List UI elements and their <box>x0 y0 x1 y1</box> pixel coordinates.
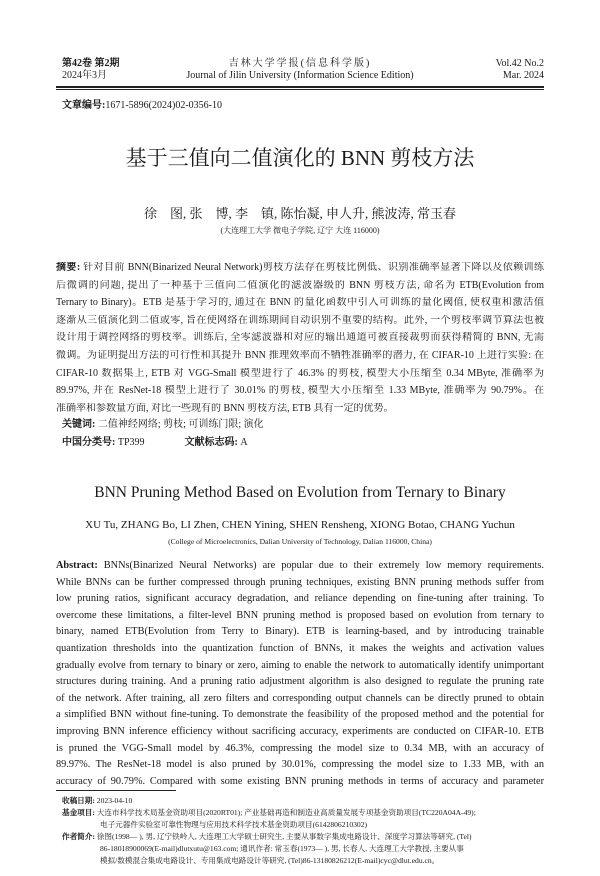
article-number-label: 文章编号: <box>62 100 106 111</box>
clc-label: 中国分类号: <box>62 437 116 448</box>
clc-value: TP399 <box>115 437 145 448</box>
footnote-line <box>100 820 367 830</box>
footnote-line-label: 收稿日期: <box>62 796 95 805</box>
footnote-line-label: 作者简介: <box>62 832 95 841</box>
footnote-line-text: 大连市科学技术局基金资助项目(2020RT01); 产业基础再造和制造业高质量发展专项基金资助项目(TC220A04A-49); <box>94 808 476 817</box>
article-number <box>62 100 222 112</box>
keywords-label: 关键词: <box>62 419 96 430</box>
doc-code-value: A <box>237 437 248 448</box>
header-rule <box>56 86 544 88</box>
cn-abstract-line-text: 后微调的问题, 提出了一种基于三值向二值演化的滤波器级的 BNN 剪枝方法, 命名为 ETB(Evolution from <box>56 279 544 291</box>
en-title: BNN Pruning Method Based on Evolution from Ternary to Binary <box>94 484 506 501</box>
cn-abstract-line-text: 设计用于调控网络的剪枝率。训练后, 全零滤波器和对应的输出通道可被直接裁剪而获得精简的 BNN, 无需 <box>56 332 544 344</box>
cn-abstract-line <box>56 385 544 397</box>
cn-abstract-line-text: 针对目前 BNN(Binarized Neural Network)剪枝方法存在剪枝比例低、识别准确率显著下降以及依赖训练 <box>80 262 544 273</box>
en-abstract-line <box>56 626 544 638</box>
volume-issue-en: Vol.42 No.2 <box>495 58 544 69</box>
cn-abstract-line <box>56 297 544 309</box>
en-abstract-line <box>56 693 544 705</box>
cn-abstract-line <box>56 262 544 274</box>
en-abstract-line <box>56 643 544 655</box>
footnote-line-text: 86-18018900069(E-mail)dlutxutu@163.com; 通讯作者: 常玉春(1973— ), 男, 长春人, 大连理工大学教授, 主要从事 <box>100 844 464 853</box>
cn-abstract-line-text: 89.97%, 并在 ResNet-18 模型上进行了 30.01% 的剪枝, 模型大小压缩至 1.33 MByte, 准确率为 90.79%。在 <box>56 385 544 397</box>
header-rule-thin <box>56 89 544 90</box>
cn-abstract-line-label: 摘要: <box>56 262 81 273</box>
cn-abstract-line <box>56 332 544 344</box>
en-abstract-line-text: of the network. After training, all zero filters and corresponding output channels can be directly pruned to obtain <box>56 692 544 704</box>
footnote-line <box>100 856 439 866</box>
en-abstract-line-text: is pruned the VGG-Small model by 46.3%, compressing the model size to 0.34 MB, with an accuracy of <box>56 742 544 754</box>
en-abstract-line <box>56 709 544 721</box>
footnote-line <box>62 832 472 842</box>
en-abstract-line-text: While BNNs can be further compressed through pruning techniques, existing BNN pruning methods suffer from <box>56 576 544 588</box>
footnote-line-label: 基金项目: <box>62 808 95 817</box>
footnote-line-text: 模拟/数模混合集成电路设计、专用集成电路设计等研究, (Tel)86-13180826212(E-mail)cyc@dlut.edu.cn。 <box>100 856 440 865</box>
en-abstract-line-text: overcome these limitations, a filter-level BNN pruning method is proposed based on evolution from ternary to <box>56 609 544 621</box>
footnote-line-text: 2023-04-10 <box>94 796 133 805</box>
en-abstract-line-text: accuracy of 90.79%. Compared with some existing BNN pruning methods in terms of accuracy and parameter <box>56 775 544 787</box>
cn-abstract-line-text: 微调。为证明提出方法的可行性和其提升 BNN 推理效率而不牺牲准确率的潜力, 在 CIFAR-10 上进行实验: 在 <box>56 350 544 361</box>
cn-abstract-line <box>56 403 544 415</box>
en-abstract-line-text: low pruning ratios, significant accuracy degradation, and reliance depending on fine-tuning after training. To <box>56 593 544 605</box>
en-abstract-line <box>56 743 544 755</box>
cn-abstract-line <box>56 350 544 362</box>
cn-abstract-line <box>56 315 544 327</box>
en-abstract-line-text: structures during training. And a pruning ratio adjustment algorithm is also designed to regulate the pruning rate <box>56 676 544 688</box>
doc-code-label: 文献标志码: <box>184 437 238 448</box>
en-abstract-line-label: Abstract: <box>56 560 98 571</box>
en-abstract-line-text: 89.97%. The ResNet-18 model is also pruned by 30.01%, compressing the model size to 1.33 MB, with an <box>56 759 544 771</box>
cn-abstract-line <box>56 368 544 380</box>
en-abstract-line-text: quantization thresholds into the quantization function of BNNs, it makes the weights and activation values <box>56 643 544 654</box>
footnote-line-text: 电子元器件实验室可靠性物理与应用技术科学技术基金资助项目(6142806210302) <box>100 820 368 829</box>
en-abstract-line <box>56 560 544 572</box>
en-abstract-line <box>56 759 544 771</box>
volume-issue: 第42卷 第2期 <box>62 58 120 69</box>
en-abstract-line <box>56 676 544 688</box>
en-affiliation: (College of Microelectronics, Dalian University of Technology, Dalian 116000, China) <box>168 537 432 546</box>
classification <box>62 437 248 449</box>
en-abstract-line-text: improving BNN inference efficiency without sacrificing accuracy, experiments are conducted on CIFAR-10. ETB <box>56 726 544 737</box>
en-authors: XU Tu, ZHANG Bo, LI Zhen, CHEN Yining, SHEN Rensheng, XIONG Botao, CHANG Yuchun <box>85 519 515 531</box>
cn-affiliation: (大连理工大学 微电子学院, 辽宁 大连 116000) <box>220 226 380 235</box>
footnote-line <box>62 808 476 818</box>
cn-abstract-line-text: 准确率和参数量方面, 对比一些现有的 BNN 剪枝方法, ETB 具有一定的优势。 <box>56 402 394 414</box>
en-abstract-line <box>56 660 544 672</box>
cn-abstract-line-text: 逐渐从三值演化到二值或零, 旨在使网络在训练期间自动识别不重要的结构。此外, 一个剪枝率调节算法也被 <box>56 314 544 326</box>
en-abstract-line <box>56 593 544 605</box>
journal-name-cn: 吉林大学学报(信息科学版) <box>228 58 372 69</box>
journal-name-en: Journal of Jilin University (Information Science Edition) <box>186 70 414 81</box>
en-abstract-line <box>56 726 544 738</box>
publication-date-en: Mar. 2024 <box>502 70 544 81</box>
article-number-value: 1671-5896(2024)02-0356-10 <box>105 100 222 111</box>
cn-abstract-line <box>56 280 544 292</box>
footnote-line <box>62 796 132 806</box>
en-abstract-line <box>56 577 544 589</box>
footnote-line <box>100 844 464 854</box>
keywords-value: 二值神经网络; 剪枝; 可训练门限; 演化 <box>95 419 264 430</box>
footnote-line-text: 徐图(1998— ), 男, 辽宁铁岭人, 大连理工大学硕士研究生, 主要从事数字集成电路设计、深度学习算法等研究, (Tel) <box>94 832 472 841</box>
footnote-rule <box>56 790 176 791</box>
cn-abstract-line-text: CIFAR-10 数据集上, ETB 对 VGG-Small 模型进行了 46.3% 的剪枝, 模型大小压缩至 0.34 MByte, 准确率为 <box>56 367 544 379</box>
en-abstract-line-text: a simplified BNN without fine-tuning. To demonstrate the feasibility of the proposed method and the potential for <box>56 709 544 721</box>
cn-authors: 徐 图, 张 博, 李 镇, 陈怡凝, 申人升, 熊波涛, 常玉春 <box>143 206 456 221</box>
en-abstract-line-text: binary, named ETB(Evolution from Terry to Binary). ETB is learning-based, and by introducing trainable <box>56 626 544 638</box>
publication-date: 2024年3月 <box>62 70 107 81</box>
en-abstract-line-text: BNNs(Binarized Neural Networks) are popular due to their extremely low memory requirements. <box>97 560 544 571</box>
en-abstract-line-text: gradually evolve from ternary to binary or zero, aiming to enable the network to automatically identify unimportant <box>56 659 544 671</box>
en-abstract-line <box>56 610 544 622</box>
cn-title: 基于三值向二值演化的 BNN 剪枝方法 <box>125 146 475 170</box>
cn-abstract-line-text: Ternary to Binary)。ETB 是基于学习的, 通过在 BNN 的量化函数中引入可训练的量化阈值, 使权重和激活值 <box>56 297 544 309</box>
keywords <box>62 419 264 431</box>
en-abstract-line <box>56 776 544 788</box>
